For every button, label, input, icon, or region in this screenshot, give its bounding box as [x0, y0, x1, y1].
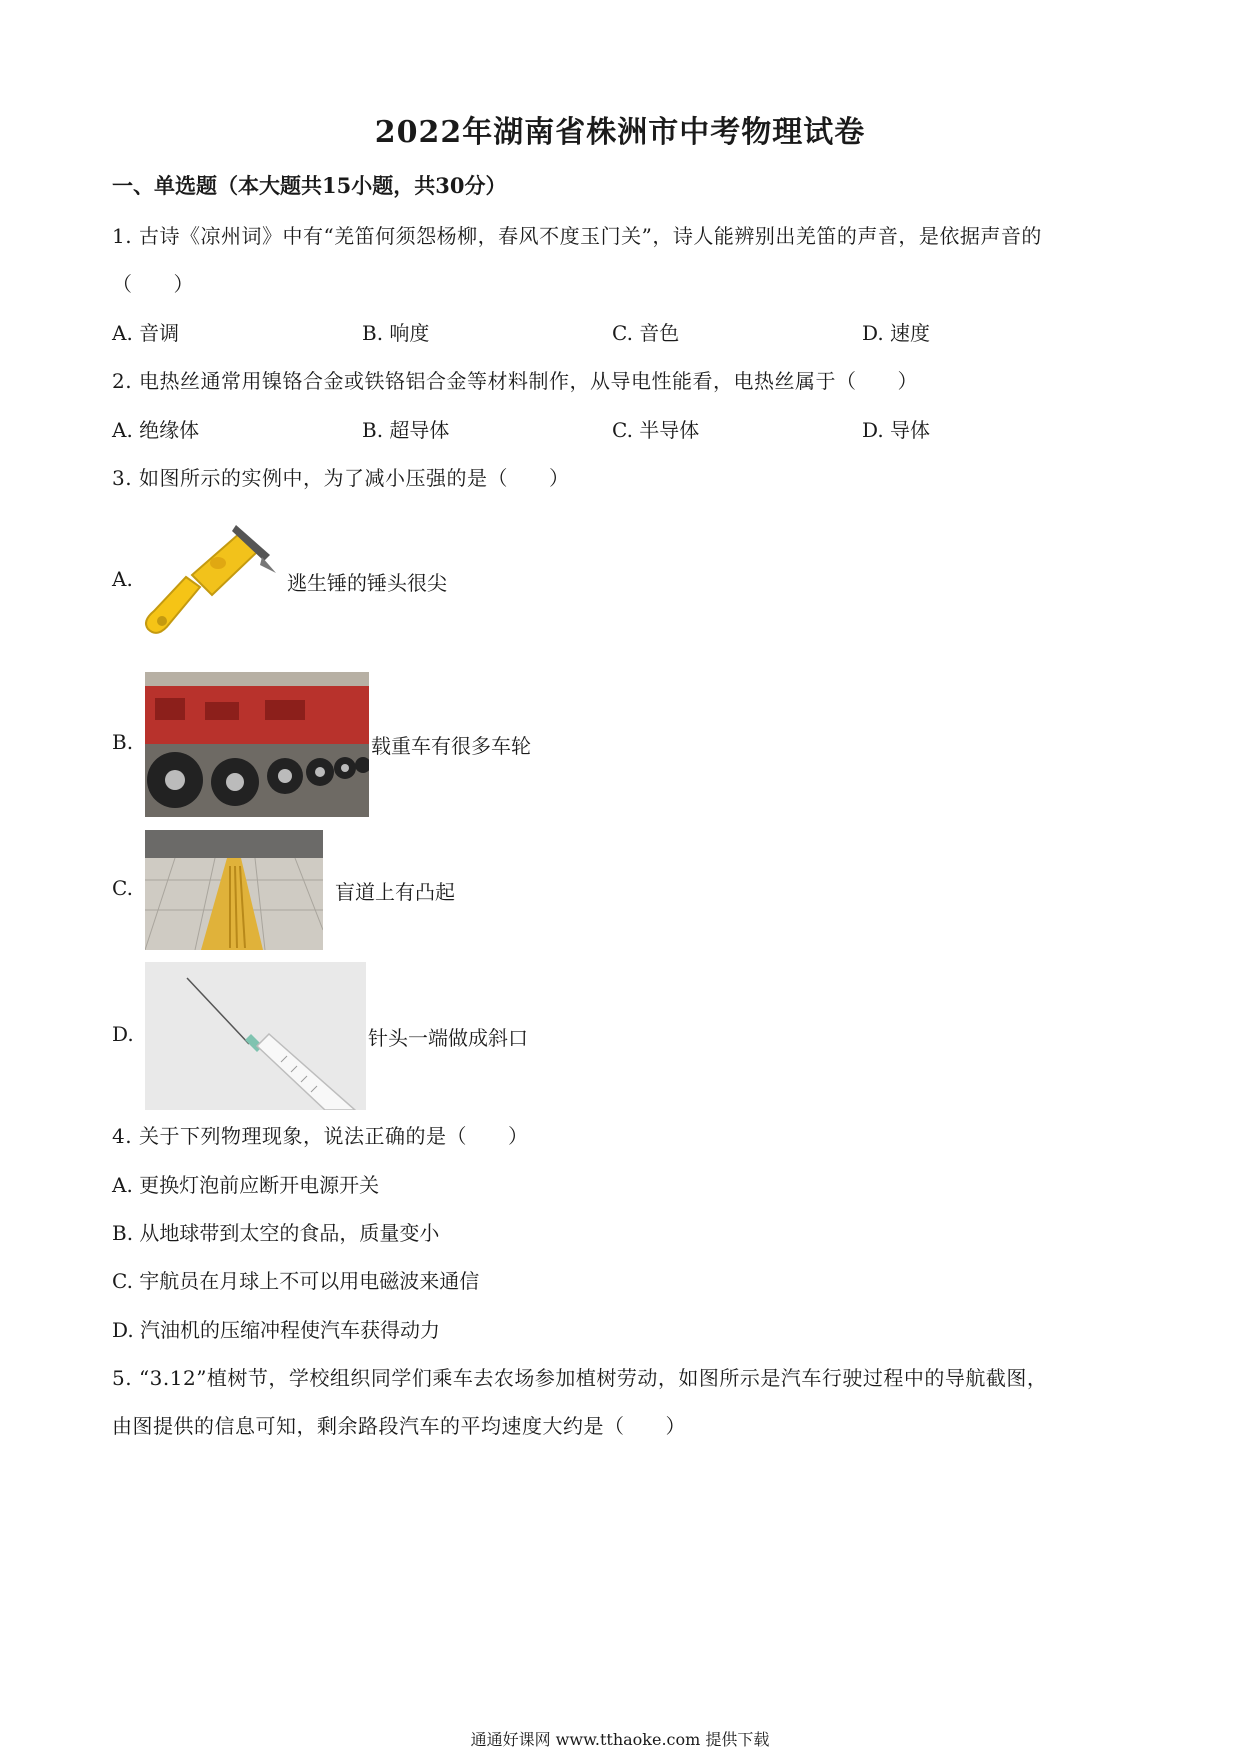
q4-option-b: B. 从地球带到太空的食品，质量变小	[112, 1221, 440, 1245]
q3-option-c-letter: C.	[112, 876, 133, 900]
q2-option-c: C. 半导体	[612, 418, 700, 442]
heavy-truck-image	[145, 672, 369, 817]
question-4-stem: 4. 关于下列物理现象，说法正确的是（ ）	[112, 1124, 529, 1148]
question-2-stem: 2. 电热丝通常用镍铬合金或铁铬铝合金等材料制作，从导电性能看，电热丝属于（ ）	[112, 369, 918, 393]
section-heading: 一、单选题（本大题共15小题，共30分）	[112, 173, 507, 198]
q1-option-c: C. 音色	[612, 321, 680, 345]
q1-option-d: D. 速度	[862, 321, 931, 345]
question-5-stem-cont: 由图提供的信息可知，剩余路段汽车的平均速度大约是（ ）	[112, 1414, 686, 1438]
q3-option-a-letter: A.	[112, 567, 133, 591]
q2-option-d: D. 导体	[862, 418, 931, 442]
tactile-paving-image	[145, 830, 323, 950]
q3-option-d-text: 针头一端做成斜口	[368, 1026, 528, 1050]
escape-hammer-image	[140, 515, 280, 645]
q4-option-a: A. 更换灯泡前应断开电源开关	[112, 1173, 380, 1197]
q1-option-b: B. 响度	[362, 321, 430, 345]
question-1-stem-cont: （ ）	[112, 272, 194, 296]
question-3-stem: 3. 如图所示的实例中，为了减小压强的是（ ）	[112, 466, 570, 490]
question-1-stem: 1. 古诗《凉州词》中有“羌笛何须怨杨柳，春风不度玉门关”，诗人能辨别出羌笛的声音，是依据声音的	[112, 224, 1042, 248]
q2-option-b: B. 超导体	[362, 418, 450, 442]
page-title: 2022年湖南省株洲市中考物理试卷	[374, 115, 866, 150]
question-5-stem: 5. “3.12”植树节，学校组织同学们乘车去农场参加植树劳动，如图所示是汽车行驶过程中的导航截图，	[112, 1366, 1048, 1390]
q3-option-b-text: 载重车有很多车轮	[371, 734, 531, 758]
page-footer: 通通好课网 www.tthaoke.com 提供下载	[470, 1730, 770, 1749]
q1-option-a: A. 音调	[112, 321, 180, 345]
q3-option-a-text: 逃生锤的锤头很尖	[287, 571, 447, 595]
q3-option-b-letter: B.	[112, 730, 134, 754]
q4-option-d: D. 汽油机的压缩冲程使汽车获得动力	[112, 1318, 441, 1342]
q4-option-c: C. 宇航员在月球上不可以用电磁波来通信	[112, 1269, 480, 1293]
q3-option-d-letter: D.	[112, 1022, 134, 1046]
syringe-image	[145, 962, 366, 1110]
q3-option-c-text: 盲道上有凸起	[335, 880, 455, 904]
q2-option-a: A. 绝缘体	[112, 418, 200, 442]
